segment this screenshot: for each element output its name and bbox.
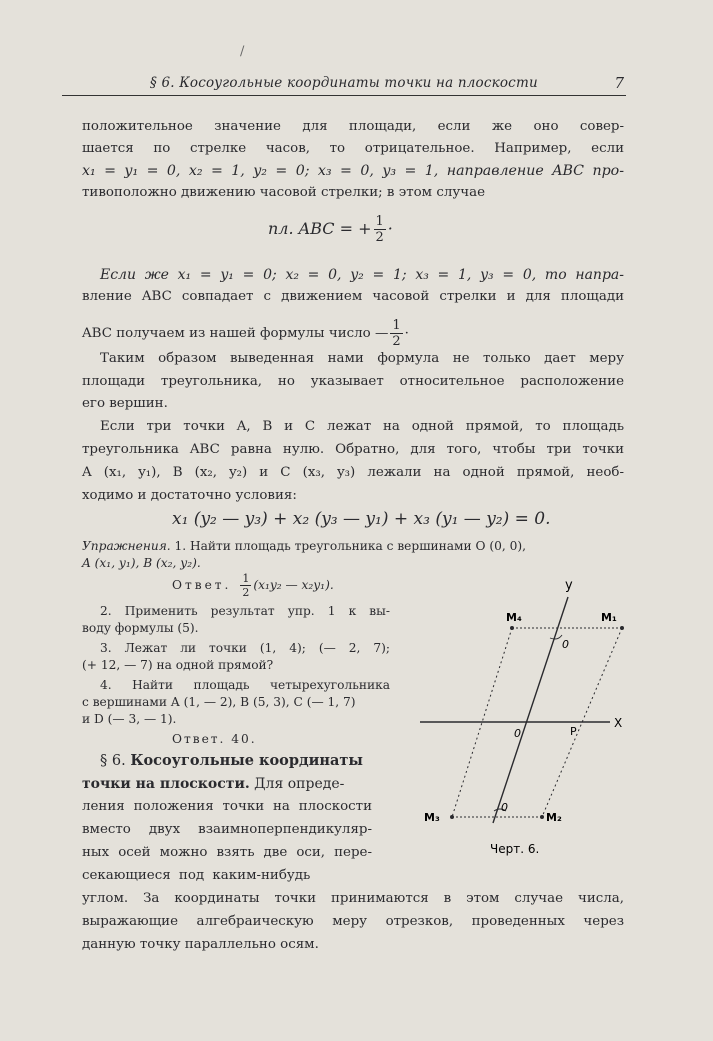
running-header: [62, 73, 626, 96]
section-6-line-7: углом. За координаты точки принимаются в этом случае числа,: [82, 891, 624, 906]
point-m3: [450, 815, 454, 819]
point-m1: [620, 626, 624, 630]
formula-1-left: пл. ABC = +: [268, 219, 372, 238]
point-p-label: P: [570, 725, 577, 738]
p1-line-1: положительное значение для площади, если же оно совер-: [82, 119, 624, 134]
exercise-2-line-1: 2. Применить результат упр. 1 к вы-: [100, 604, 390, 618]
p3-line-1: Таким образом выведенная нами формула не только дает меру: [100, 351, 624, 366]
point-m4: [510, 626, 514, 630]
angle-bottom-label: 0: [501, 801, 508, 814]
p4-line-3: A (x₁, y₁), B (x₂, y₂) и C (x₃, y₃) лежали на одной прямой, необ-: [82, 465, 624, 480]
p2-line-3: ABC получаем из нашей формулы число — $\frac{1}{2}$ ·: [82, 318, 409, 349]
m1-label: M₁: [601, 611, 617, 624]
exercise-2-line-2: воду формулы (5).: [82, 621, 199, 635]
y-axis-label: y: [565, 578, 573, 593]
section-6-line-5: ных осей можно взять две оси, пере-: [82, 845, 372, 860]
figure-oblique-axes: [390, 575, 630, 865]
exercise-3-line-1: 3. Лежат ли точки (1, 4); (— 2, 7);: [100, 641, 390, 655]
angle-top-label: 0: [562, 638, 569, 651]
p1-line-2: шается по стрелке часов, то отрицательное. Например, если: [82, 141, 624, 156]
origin-label: 0: [514, 727, 521, 740]
p3-line-3: его вершин.: [82, 396, 168, 411]
m2-label: M₂: [546, 811, 562, 824]
x-axis-label: X: [614, 716, 623, 730]
exercise-1-line-1: Упражнения. 1. Найти площадь треугольника с вершинами O (0, 0),: [82, 539, 527, 553]
section-6-line-8: выражающие алгебраическую меру отрезков, проведенных через: [82, 914, 624, 929]
page-number: 7: [614, 74, 624, 92]
header-title: § 6. Косоугольные координаты точки на плоскости: [150, 75, 538, 91]
answer-1: Ответ. $\frac{1}{2}$ (x₁y₂ — x₂y₁).: [172, 572, 334, 599]
p3-line-2: площади треугольника, но указывает относительное расположение: [82, 374, 624, 389]
figure-caption: Черт. 6.: [490, 842, 540, 856]
p1-line-4: тивоположно движению часовой стрелки; в этом случае: [82, 185, 486, 200]
angle-arc-top: [550, 635, 562, 639]
p2-line-2: вление ABC совпадает с движением часовой стрелки и для площади: [82, 289, 624, 304]
exercise-3-line-2: (+ 12, — 7) на одной прямой?: [82, 658, 274, 672]
exercises-heading: Упражнения.: [82, 539, 171, 553]
fraction-half: $\frac{1}{2}$: [375, 214, 384, 245]
section-6-line-9: данную точку параллельно осям.: [82, 937, 319, 952]
exercise-4-line-2: с вершинами A (1, — 2), B (5, 3), C (— 1, 7): [82, 695, 356, 709]
m4-label: M₄: [506, 611, 522, 624]
p4-line-4: ходимо и достаточно условия:: [82, 488, 297, 503]
exercise-4-line-3: и D (— 3, — 1).: [82, 712, 177, 726]
corner-mark: /: [240, 44, 245, 59]
p1-line-3: x₁ = y₁ = 0, x₂ = 1, y₂ = 0; x₃ = 0, y₃ = 1, направление ABC про-: [82, 163, 624, 179]
section-6-line-4: вместо двух взаимноперпендикуляр-: [82, 822, 372, 837]
formula-area-positive: пл. ABC = + $\frac{1}{2}$ ·: [268, 214, 393, 245]
exercise-4-line-1: 4. Найти площадь четырехугольника: [100, 678, 390, 692]
p4-line-1: Если три точки A, B и C лежат на одной прямой, то площадь: [100, 419, 624, 434]
p4-line-2: треугольника ABC равна нулю. Обратно, для того, чтобы три точки: [82, 442, 624, 457]
m3-label: M₃: [424, 811, 440, 824]
section-6-line-3: ления положения точки на плоскости: [82, 799, 372, 814]
answer-4: Ответ. 40.: [172, 732, 257, 746]
point-m2: [540, 815, 544, 819]
p2-line-1: Если же x₁ = y₁ = 0; x₂ = 0, y₂ = 1; x₃ = 1, y₃ = 0, то напра-: [100, 267, 624, 283]
formula-collinearity: x₁ (y₂ — y₃) + x₂ (y₃ — y₁) + x₃ (y₁ — y₂) = 0.: [172, 509, 551, 529]
section-6-line-6: секающиеся под каким-нибудь: [82, 868, 311, 883]
exercise-1-line-2: A (x₁, y₁), B (x₂, y₂).: [82, 556, 201, 570]
section-6-heading: § 6. Косоугольные координаты: [100, 752, 363, 769]
y-axis-line: [493, 597, 568, 823]
section-6-line-2: точки на плоскости. Для опреде-: [82, 776, 345, 792]
